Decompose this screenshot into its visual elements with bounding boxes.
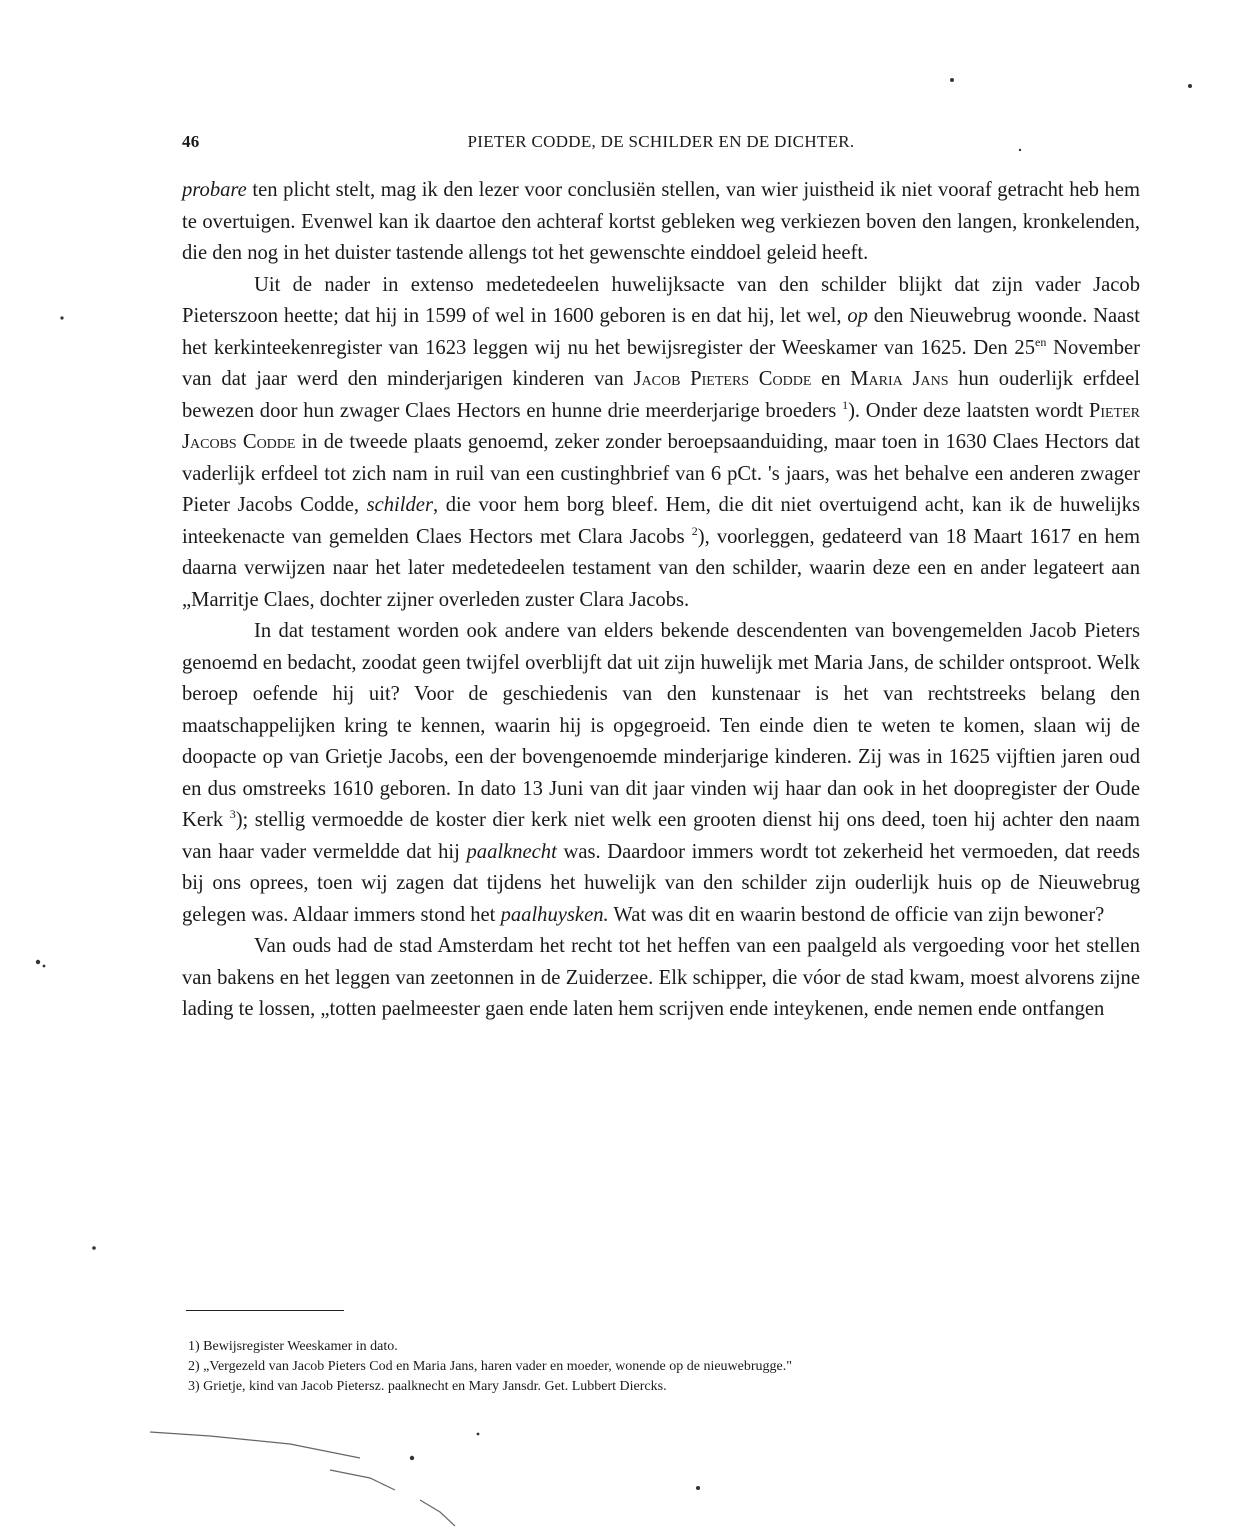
italic-term: paalhuysken. bbox=[500, 903, 609, 926]
text-run: November van dat jaar werd den minderjarigen kinderen van bbox=[182, 336, 1140, 390]
footnote-mark: 1) bbox=[188, 1339, 200, 1354]
page-number: 46 bbox=[182, 132, 200, 151]
footnote-ref: 2 bbox=[691, 523, 698, 538]
text-run: Wat was dit en waarin bestond de officie van zijn bewoner? bbox=[608, 903, 1105, 926]
text-run: in de tweede plaats genoemd, zeker zonder beroepsaanduiding, maar toen in 1630 Claes Hectors dat vaderlijk erfdeel tot zich nam in ruil van een custinghbrief van 6 pCt. 's jaars, was het behalve een anderen zwager Pieter Jacobs Codde, bbox=[182, 431, 1140, 516]
footnote-mark: 2) bbox=[188, 1359, 200, 1374]
text-run: Van ouds had de stad Amsterdam het recht tot het heffen van een paalgeld als vergoeding voor het stellen van bakens en het leggen van zeetonnen in de Zuiderzee. Elk schipper, die vóor de stad kwam, moest alvorens zijne lading te lossen, „totten paelmeester gaen ende laten hem scrijven ende inteykenen, ende nemen ende ontfangen bbox=[182, 935, 1140, 1020]
footnote-ref: 1 bbox=[842, 397, 849, 412]
running-title: PIETER CODDE, DE SCHILDER EN DE DICHTER. bbox=[467, 132, 855, 151]
italic-term: paalknecht bbox=[466, 840, 557, 863]
small-caps-name: Jacob Pieters Codde bbox=[633, 368, 812, 390]
footnote-text: Bewijsregister Weeskamer in dato. bbox=[203, 1339, 398, 1354]
text-run: ten plicht stelt, mag ik den lezer voor conclusiën stellen, van wier juistheid ik niet vooraf getracht heb hem te overtuigen. Evenwel kan ik daartoe den achteraf kortst gebleken weg verkiezen boven den langen, kronkelenden, die den nog in het duister tastende allengs tot het gewenschte einddoel geleid heeft. bbox=[182, 179, 1140, 264]
italic-term: schilder bbox=[366, 494, 433, 516]
small-caps-name: Pieter Jacobs Codde bbox=[182, 399, 1140, 453]
italic-term: op bbox=[847, 305, 868, 327]
text-run: en bbox=[811, 368, 851, 390]
footnote-text: „Vergezeld van Jacob Pieters Cod en Maria Jans, haren vader en moeder, wonende op de nieuwebrugge." bbox=[203, 1359, 792, 1374]
text-run: hun ouderlijk erfdeel bewezen door hun zwager Claes Hectors en hunne drie meerderjarige broeders bbox=[182, 368, 1141, 422]
small-caps-name: Maria Jans bbox=[850, 368, 949, 390]
ordinal-suffix: en bbox=[1035, 334, 1047, 349]
footnote-mark: 3) bbox=[188, 1379, 200, 1394]
text-run: , die voor hem borg bleef. Hem, die dit niet overtuigend acht, kan ik de huwelijks inteekenacte van gemelden Claes Hectors met Clara Jacobs bbox=[182, 494, 1140, 548]
text-run: ); stellig vermoedde de koster dier kerk niet welk een grooten dienst hij ons deed, toen hij achter den naam van haar vader vermeldde dat hij bbox=[182, 809, 1140, 863]
text-run: den Nieuwebrug woonde. Naast het kerkinteekenregister van 1623 leggen wij nu het bewijsregister der Weeskamer van 1625. Den 25 bbox=[182, 305, 1140, 359]
footnote-text: Grietje, kind van Jacob Pietersz. paalknecht en Mary Jansdr. Get. Lubbert Diercks. bbox=[203, 1379, 667, 1394]
text-run: ). Onder deze laatsten wordt bbox=[848, 399, 1089, 422]
footnote-ref: 3 bbox=[229, 807, 236, 821]
italic-term: probare bbox=[182, 179, 247, 201]
text-run: Uit de nader in extenso medetedeelen huwelijksacte van den schilder blijkt dat zijn vader Jacob Pieterszoon heette; dat hij in 1599 of wel in 1600 geboren is en dat hij, let wel, bbox=[182, 273, 1140, 327]
text-run: was. Daardoor immers wordt tot zekerheid het vermoeden, dat reeds bij ons oprees, toen wij zagen dat tijdens het huwelijk van den schilder zijn ouderlijk huis op de Nieuwebrug gelegen was. Aldaar immers stond het bbox=[182, 840, 1140, 926]
text-run: In dat testament worden ook andere van elders bekende descendenten van bovengemelden Jacob Pieters genoemd en bedacht, zoodat geen twijfel overblijft dat uit zijn huwelijk met Maria Jans, de schilder ontsproot. Welk beroep oefende hij uit? Voor de geschiedenis van den kunstenaar is het van rechtstreeks belang den maatschappelijken kring te kennen, waarin hij is opgegroeid. Ten einde dien te weten te komen, slaan wij de doopacte op van Grietje Jacobs, een der bovengenoemde minderjarige kinderen. Zij was in 1625 vijftien jaren oud en dus omstreeks 1610 geboren. In dato 13 Juni van dit jaar vinden wij haar dan ook in het doopregister der Oude Kerk bbox=[182, 620, 1140, 831]
text-run: ), voorleggen, gedateerd van 18 Maart 1617 en hem daarna verwijzen naar het later medetedeelen testament van den schilder, waarin deze een en ander legateert aan „Marritje Claes, dochter zijner overleden zuster Clara Jacobs. bbox=[182, 525, 1140, 611]
